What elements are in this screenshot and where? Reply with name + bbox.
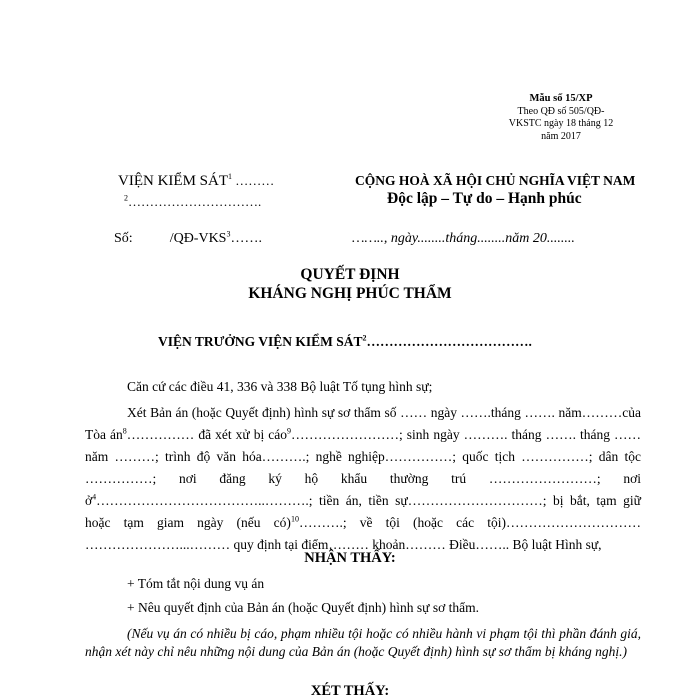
review-text-5: ……….; về tội (hoặc các tội)………………………… …………………...……… quy định tại điểm……… khoản……… Điều…….. Bộ luật Hình sự,	[85, 515, 641, 552]
date-line: …….., ngày........tháng........năm 20........	[352, 231, 575, 246]
form-reference	[466, 93, 656, 143]
form-code: Mẫu số 15/XP	[529, 93, 593, 104]
form-ref-line3: năm 2017	[541, 130, 581, 142]
number-code: /QĐ-VKS	[169, 231, 227, 246]
footnote-8: 8	[122, 426, 127, 436]
sub-org-dots: ………………………….	[128, 194, 262, 209]
findings-note: (Nếu vụ án có nhiều bị cáo, phạm nhiều tội hoặc có nhiều hành vi phạm tội thì phần đánh giá, nhận xét này chỉ nêu những nội dung của Bản án (hoặc Quyết định) hình sự sơ thẩm bị kháng nghị.)	[85, 626, 641, 659]
sub-org-line	[124, 194, 261, 210]
considerations-heading: XÉT THẤY:	[310, 683, 390, 699]
chief-procurator-title: VIỆN TRƯỞNG VIỆN KIỂM SÁT	[158, 334, 363, 349]
national-motto: Độc lập – Tự do – Hạnh phúc	[387, 190, 582, 207]
chief-footnote: 2	[362, 333, 367, 343]
findings-item-2: + Nêu quyết định của Bản án (hoặc Quyết định) hình sự sơ thẩm.	[127, 600, 479, 615]
org-name-line	[118, 173, 274, 190]
decision-subtitle: KHÁNG NGHỊ PHÚC THẨM	[248, 285, 452, 302]
footnote-4: 4	[92, 492, 97, 502]
review-text-1: Xét Bản án (hoặc Quyết định) hình sự sơ thẩm số …… ngày …….tháng ……. năm………của Tòa án	[85, 405, 641, 442]
review-paragraph	[85, 402, 641, 556]
footnote-10: 10	[290, 514, 299, 524]
review-text-4: ………………………………..……….; tiền án, tiền sự…………………………; bị bắt, tạm giữ hoặc tạm giam ngày (nếu có)	[85, 493, 641, 530]
document-number	[114, 231, 262, 247]
review-text-3: ……………………; sinh ngày ………. tháng ……. tháng …… năm ………; trình độ văn hóa……….; nghề nghiệp……………; quốc tịch ……………; dân tộc ……………; nơi đăng ký hộ khẩu thường trú ……………………; nơi ở	[85, 427, 642, 508]
review-text-2: …………… đã xét xử bị cáo	[126, 427, 288, 442]
form-ref-line1: Theo QĐ số 505/QĐ-	[517, 105, 605, 117]
chief-procurator-line	[158, 334, 532, 350]
number-dots: …….	[230, 231, 262, 246]
sub-org-footnote: 2	[124, 193, 128, 203]
org-name-footnote: 1	[228, 172, 232, 181]
legal-basis: Căn cứ các điều 41, 336 và 338 Bộ luật Tố tụng hình sự;	[127, 379, 433, 394]
nation-name: CỘNG HOÀ XÃ HỘI CHỦ NGHĨA VIỆT NAM	[355, 173, 636, 188]
form-ref-line2: VKSTC ngày 18 tháng 12	[508, 118, 614, 129]
number-footnote: 3	[226, 229, 231, 239]
org-name-dots: ………	[232, 173, 275, 188]
findings-item-1: + Tóm tắt nội dung vụ án	[127, 576, 265, 591]
footnote-9: 9	[287, 426, 292, 436]
chief-dots: ……………………………….	[366, 334, 532, 349]
org-name: VIỆN KIỂM SÁT	[118, 173, 228, 189]
decision-title: QUYẾT ĐỊNH	[300, 266, 400, 283]
number-label: Số:	[114, 231, 133, 246]
findings-heading: NHẬN THẤY:	[304, 550, 396, 566]
